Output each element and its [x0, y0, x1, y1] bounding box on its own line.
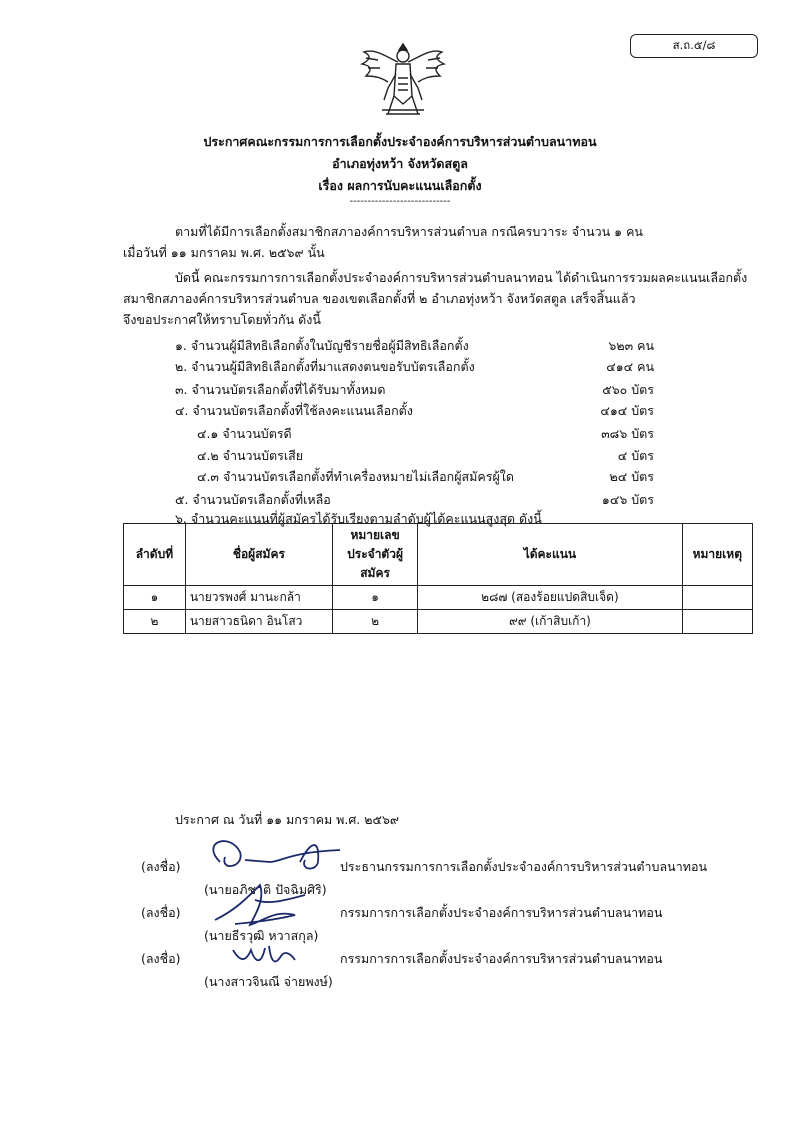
signature-handwriting [200, 832, 350, 882]
cell-number: ๑ [332, 586, 417, 610]
item-value: ๑๔๖ บัตร [601, 492, 654, 507]
intro-para2-line1: บัดนี้ คณะกรรมการการเลือกตั้งประจำองค์การบริหารส่วนตำบลนาทอน ได้ดำเนินการรวมผลคะแนนเลือกตั้ง [175, 270, 748, 285]
item-value: ๖๒๓ คน [608, 338, 654, 353]
signature-position: กรรมการการเลือกตั้งประจำองค์การบริหารส่วนตำบลนาทอน [340, 951, 663, 966]
cell-name: นายสาวธนิดา อินโสว [185, 610, 332, 634]
item-value: ๒๔ บัตร [609, 469, 654, 484]
cell-number: ๒ [332, 610, 417, 634]
item-label: ๕. จำนวนบัตรเลือกตั้งที่เหลือ [175, 492, 331, 507]
item-value: ๔๑๔ คน [606, 359, 654, 374]
col-number-header [332, 524, 417, 586]
col-number-header-line1: หมายเลข [350, 528, 400, 542]
signature-prefix: (ลงชื่อ) [141, 951, 181, 966]
item-value: ๕๖๐ บัตร [602, 382, 654, 397]
table-header-row [124, 524, 753, 586]
signature-position: กรรมการการเลือกตั้งประจำองค์การบริหารส่วนตำบลนาทอน [340, 905, 663, 920]
signature-name: (นางสาวจินณี จ่ายพงษ์) [204, 974, 333, 989]
announce-date: ประกาศ ณ วันที่ ๑๑ มกราคม พ.ศ. ๒๕๖๙ [175, 812, 400, 827]
item-value: ๔๑๔ บัตร [600, 403, 654, 418]
item-label: ๔.๑ จำนวนบัตรดี [197, 426, 292, 441]
item-label: ๑. จำนวนผู้มีสิทธิเลือกตั้งในบัญชีรายชื่อผู้มีสิทธิเลือกตั้ง [175, 338, 469, 353]
col-name-header: ชื่อผู้สมัคร [185, 524, 332, 586]
signature-prefix: (ลงชื่อ) [141, 859, 181, 874]
cell-rank: ๒ [124, 610, 186, 634]
signature-name: (นายอภิชาติ ปัจฉิมศิริ) [204, 882, 327, 897]
cell-score: ๙๙ (เก้าสิบเก้า) [418, 610, 682, 634]
item-6-heading: ๖. จำนวนคะแนนที่ผู้สมัครได้รับเรียงตามลำดับผู้ได้คะแนนสูงสุด ดังนี้ [175, 511, 542, 526]
header-district: อำเภอทุ่งหว้า จังหวัดสตูล [332, 156, 468, 171]
cell-note [682, 586, 752, 610]
signature-name: (นายธีรวุฒิ หวาสกุล) [204, 928, 319, 943]
item-label: ๔.๓ จำนวนบัตรเลือกตั้งที่ทำเครื่องหมายไม่เลือกผู้สมัครผู้ใด [197, 469, 515, 484]
item-label: ๒. จำนวนผู้มีสิทธิเลือกตั้งที่มาแสดงตนขอรับบัตรเลือกตั้ง [175, 359, 475, 374]
intro-para1-line1: ตามที่ได้มีการเลือกตั้งสมาชิกสภาองค์การบริหารส่วนตำบล กรณีครบวาระ จำนวน ๑ คน [175, 224, 643, 239]
col-note-header: หมายเหตุ [682, 524, 752, 586]
form-code-badge: ส.ถ.๕/๘ [630, 34, 758, 58]
cell-rank: ๑ [124, 586, 186, 610]
header-divider: ---------------------------- [349, 196, 451, 207]
intro-para2-line3: จึงขอประกาศให้ทราบโดยทั่วกัน ดังนี้ [123, 312, 321, 327]
item-label: ๓. จำนวนบัตรเลือกตั้งที่ได้รับมาทั้งหมด [175, 382, 386, 397]
item-value: ๔ บัตร [617, 448, 654, 463]
cell-score: ๒๘๗ (สองร้อยแปดสิบเจ็ด) [418, 586, 682, 610]
item-value: ๓๘๖ บัตร [601, 426, 654, 441]
intro-para2-line2: สมาชิกสภาองค์การบริหารส่วนตำบล ของเขตเลือกตั้งที่ ๒ อำเภอทุ่งหว้า จังหวัดสตูล เสร็จสิ้นแล้ว [123, 291, 636, 306]
header-subject: เรื่อง ผลการนับคะแนนเลือกตั้ง [318, 178, 482, 193]
intro-para1-line2: เมื่อวันที่ ๑๑ มกราคม พ.ศ. ๒๕๖๙ นั้น [123, 245, 325, 260]
item-label: ๔. จำนวนบัตรเลือกตั้งที่ใช้ลงคะแนนเลือกตั้ง [175, 403, 413, 418]
cell-name: นายวรพงศ์ มานะกล้า [185, 586, 332, 610]
results-table [123, 523, 753, 634]
signature-prefix: (ลงชื่อ) [141, 905, 181, 920]
signature-position: ประธานกรรมการการเลือกตั้งประจำองค์การบริหารส่วนตำบลนาทอน [340, 859, 708, 874]
header-title: ประกาศคณะกรรมการการเลือกตั้งประจำองค์การบริหารส่วนตำบลนาทอน [203, 134, 597, 149]
item-label: ๔.๒ จำนวนบัตรเสีย [197, 448, 304, 463]
col-score-header: ได้คะแนน [418, 524, 682, 586]
cell-note [682, 610, 752, 634]
col-rank-header: ลำดับที่ [124, 524, 186, 586]
table-row [124, 586, 753, 610]
col-number-header-line2: ประจำตัวผู้สมัคร [347, 547, 403, 580]
garuda-emblem [358, 38, 448, 123]
signature-handwriting [225, 940, 305, 970]
table-row [124, 610, 753, 634]
